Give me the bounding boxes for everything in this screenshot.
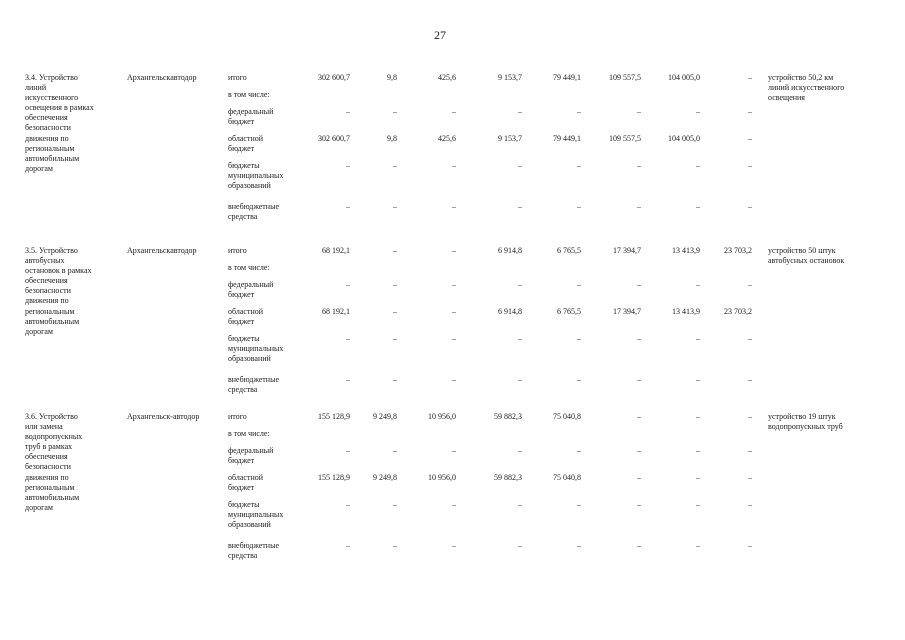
value-cell: – bbox=[696, 473, 700, 482]
value-cell: 104 005,0 bbox=[668, 134, 700, 143]
value-cell: 104 005,0 bbox=[668, 73, 700, 82]
value-cell: 9 153,7 bbox=[498, 73, 522, 82]
value-cell: – bbox=[346, 375, 350, 384]
value-cell: – bbox=[696, 334, 700, 343]
funding-source-label: в том числе: bbox=[228, 429, 270, 438]
expected-result: устройство 19 штук водопропускных труб bbox=[768, 412, 843, 431]
value-cell: – bbox=[696, 202, 700, 211]
value-cell: – bbox=[577, 541, 581, 550]
value-cell: – bbox=[696, 500, 700, 509]
value-cell: – bbox=[748, 541, 752, 550]
value-cell: – bbox=[452, 375, 456, 384]
page-number: 27 bbox=[434, 28, 446, 42]
funding-row-municipal bbox=[0, 161, 905, 190]
value-cell: 68 192,1 bbox=[322, 246, 350, 255]
value-cell: – bbox=[637, 500, 641, 509]
funding-source-label: итого bbox=[228, 246, 247, 255]
measure-title: 3.4. Устройство линий искусственного освещения в рамках обеспечения безопасности движения по региональным автомобильным дорогам bbox=[25, 73, 94, 173]
value-cell: – bbox=[696, 541, 700, 550]
value-cell: 23 703,2 bbox=[724, 307, 752, 316]
executor-name: Архангельск-автодор bbox=[127, 412, 200, 421]
value-cell: – bbox=[346, 107, 350, 116]
value-cell: – bbox=[518, 375, 522, 384]
funding-source-label: внебюджетные средства bbox=[228, 202, 279, 221]
value-cell: – bbox=[518, 446, 522, 455]
value-cell: – bbox=[393, 107, 397, 116]
value-cell: 9,8 bbox=[387, 73, 397, 82]
expected-result: устройство 50 штук автобусных остановок bbox=[768, 246, 845, 265]
value-cell: – bbox=[393, 334, 397, 343]
value-cell: 68 192,1 bbox=[322, 307, 350, 316]
funding-row-offbudget bbox=[0, 375, 905, 395]
value-cell: – bbox=[637, 412, 641, 421]
value-cell: – bbox=[518, 161, 522, 170]
value-cell: 6 914,8 bbox=[498, 307, 522, 316]
funding-row-federal bbox=[0, 446, 905, 466]
value-cell: 75 040,8 bbox=[553, 473, 581, 482]
value-cell: – bbox=[577, 280, 581, 289]
value-cell: 9,8 bbox=[387, 134, 397, 143]
funding-source-label: внебюджетные средства bbox=[228, 375, 279, 394]
value-cell: – bbox=[748, 202, 752, 211]
funding-source-label: бюджеты муниципальных образований bbox=[228, 334, 284, 363]
value-cell: – bbox=[393, 500, 397, 509]
funding-source-label: федеральный бюджет bbox=[228, 107, 274, 126]
value-cell: 13 413,9 bbox=[672, 307, 700, 316]
value-cell: – bbox=[748, 107, 752, 116]
value-cell: – bbox=[637, 161, 641, 170]
value-cell: – bbox=[637, 280, 641, 289]
value-cell: – bbox=[452, 334, 456, 343]
value-cell: – bbox=[748, 446, 752, 455]
value-cell: – bbox=[452, 202, 456, 211]
funding-row-federal bbox=[0, 107, 905, 127]
value-cell: – bbox=[452, 246, 456, 255]
value-cell: 155 128,9 bbox=[318, 412, 350, 421]
value-cell: – bbox=[577, 500, 581, 509]
value-cell: – bbox=[696, 412, 700, 421]
funding-source-label: в том числе: bbox=[228, 90, 270, 99]
value-cell: – bbox=[577, 446, 581, 455]
value-cell: – bbox=[696, 375, 700, 384]
value-cell: – bbox=[393, 375, 397, 384]
value-cell: 6 765,5 bbox=[557, 246, 581, 255]
value-cell: – bbox=[518, 500, 522, 509]
value-cell: – bbox=[748, 412, 752, 421]
value-cell: – bbox=[393, 246, 397, 255]
value-cell: – bbox=[393, 307, 397, 316]
value-cell: – bbox=[696, 161, 700, 170]
value-cell: – bbox=[748, 375, 752, 384]
value-cell: – bbox=[518, 541, 522, 550]
value-cell: 425,6 bbox=[438, 73, 456, 82]
measure-title: 3.5. Устройство автобусных остановок в рамках обеспечения безопасности движения по региональным автомобильным дорогам bbox=[25, 246, 92, 336]
value-cell: 302 600,7 bbox=[318, 73, 350, 82]
funding-source-label: бюджеты муниципальных образований bbox=[228, 161, 284, 190]
value-cell: – bbox=[346, 280, 350, 289]
funding-row-municipal bbox=[0, 500, 905, 529]
funding-row-regional bbox=[0, 307, 905, 327]
value-cell: 6 914,8 bbox=[498, 246, 522, 255]
value-cell: – bbox=[452, 500, 456, 509]
funding-source-label: федеральный бюджет bbox=[228, 280, 274, 299]
funding-source-label: областной бюджет bbox=[228, 134, 264, 153]
value-cell: – bbox=[637, 541, 641, 550]
value-cell: 79 449,1 bbox=[553, 73, 581, 82]
expected-result: устройство 50,2 км линий искусственного освещения bbox=[768, 73, 845, 102]
value-cell: – bbox=[696, 107, 700, 116]
value-cell: 9 249,8 bbox=[373, 473, 397, 482]
executor-name: Архангельскавтодор bbox=[127, 73, 197, 82]
value-cell: – bbox=[577, 202, 581, 211]
funding-source-label: областной бюджет bbox=[228, 473, 264, 492]
value-cell: – bbox=[577, 161, 581, 170]
value-cell: – bbox=[748, 280, 752, 289]
value-cell: – bbox=[518, 334, 522, 343]
value-cell: – bbox=[393, 202, 397, 211]
value-cell: – bbox=[346, 446, 350, 455]
value-cell: – bbox=[393, 541, 397, 550]
value-cell: – bbox=[452, 541, 456, 550]
value-cell: 425,6 bbox=[438, 134, 456, 143]
value-cell: – bbox=[637, 473, 641, 482]
funding-source-label: областной бюджет bbox=[228, 307, 264, 326]
value-cell: 13 413,9 bbox=[672, 246, 700, 255]
funding-source-label: федеральный бюджет bbox=[228, 446, 274, 465]
value-cell: – bbox=[393, 446, 397, 455]
value-cell: 17 394,7 bbox=[613, 246, 641, 255]
funding-source-label: внебюджетные средства bbox=[228, 541, 279, 560]
value-cell: 59 882,3 bbox=[494, 473, 522, 482]
value-cell: – bbox=[748, 473, 752, 482]
value-cell: 59 882,3 bbox=[494, 412, 522, 421]
value-cell: 6 765,5 bbox=[557, 307, 581, 316]
value-cell: – bbox=[637, 334, 641, 343]
funding-row-regional bbox=[0, 473, 905, 493]
value-cell: – bbox=[748, 73, 752, 82]
funding-source-label: бюджеты муниципальных образований bbox=[228, 500, 284, 529]
value-cell: 109 557,5 bbox=[609, 73, 641, 82]
value-cell: – bbox=[346, 541, 350, 550]
measure-title: 3.6. Устройство или замена водопропускных труб в рамках обеспечения безопасности движения по региональным автомобильным дорогам bbox=[25, 412, 83, 512]
value-cell: – bbox=[696, 446, 700, 455]
value-cell: – bbox=[696, 280, 700, 289]
value-cell: 155 128,9 bbox=[318, 473, 350, 482]
value-cell: – bbox=[637, 107, 641, 116]
funding-source-label: в том числе: bbox=[228, 263, 270, 272]
value-cell: 23 703,2 bbox=[724, 246, 752, 255]
value-cell: 79 449,1 bbox=[553, 134, 581, 143]
value-cell: – bbox=[393, 280, 397, 289]
value-cell: – bbox=[577, 375, 581, 384]
value-cell: – bbox=[346, 500, 350, 509]
executor-name: Архангельскавтодор bbox=[127, 246, 197, 255]
value-cell: – bbox=[518, 280, 522, 289]
value-cell: – bbox=[393, 161, 397, 170]
value-cell: – bbox=[452, 446, 456, 455]
funding-source-label: итого bbox=[228, 73, 247, 82]
value-cell: – bbox=[637, 375, 641, 384]
value-cell: 109 557,5 bbox=[609, 134, 641, 143]
value-cell: 17 394,7 bbox=[613, 307, 641, 316]
value-cell: – bbox=[452, 307, 456, 316]
value-cell: 10 956,0 bbox=[428, 412, 456, 421]
value-cell: – bbox=[452, 280, 456, 289]
value-cell: 75 040,8 bbox=[553, 412, 581, 421]
value-cell: 302 600,7 bbox=[318, 134, 350, 143]
value-cell: – bbox=[748, 334, 752, 343]
value-cell: – bbox=[346, 202, 350, 211]
value-cell: 9 249,8 bbox=[373, 412, 397, 421]
value-cell: – bbox=[748, 134, 752, 143]
funding-source-label: итого bbox=[228, 412, 247, 421]
value-cell: 10 956,0 bbox=[428, 473, 456, 482]
value-cell: – bbox=[748, 161, 752, 170]
funding-row-municipal bbox=[0, 334, 905, 363]
value-cell: – bbox=[637, 446, 641, 455]
funding-row-offbudget bbox=[0, 202, 905, 222]
value-cell: – bbox=[637, 202, 641, 211]
value-cell: – bbox=[748, 500, 752, 509]
value-cell: – bbox=[518, 107, 522, 116]
value-cell: – bbox=[346, 161, 350, 170]
value-cell: 9 153,7 bbox=[498, 134, 522, 143]
funding-row-offbudget bbox=[0, 541, 905, 561]
value-cell: – bbox=[452, 161, 456, 170]
value-cell: – bbox=[452, 107, 456, 116]
value-cell: – bbox=[518, 202, 522, 211]
funding-row-federal bbox=[0, 280, 905, 300]
value-cell: – bbox=[577, 334, 581, 343]
value-cell: – bbox=[346, 334, 350, 343]
value-cell: – bbox=[577, 107, 581, 116]
funding-row-regional bbox=[0, 134, 905, 154]
